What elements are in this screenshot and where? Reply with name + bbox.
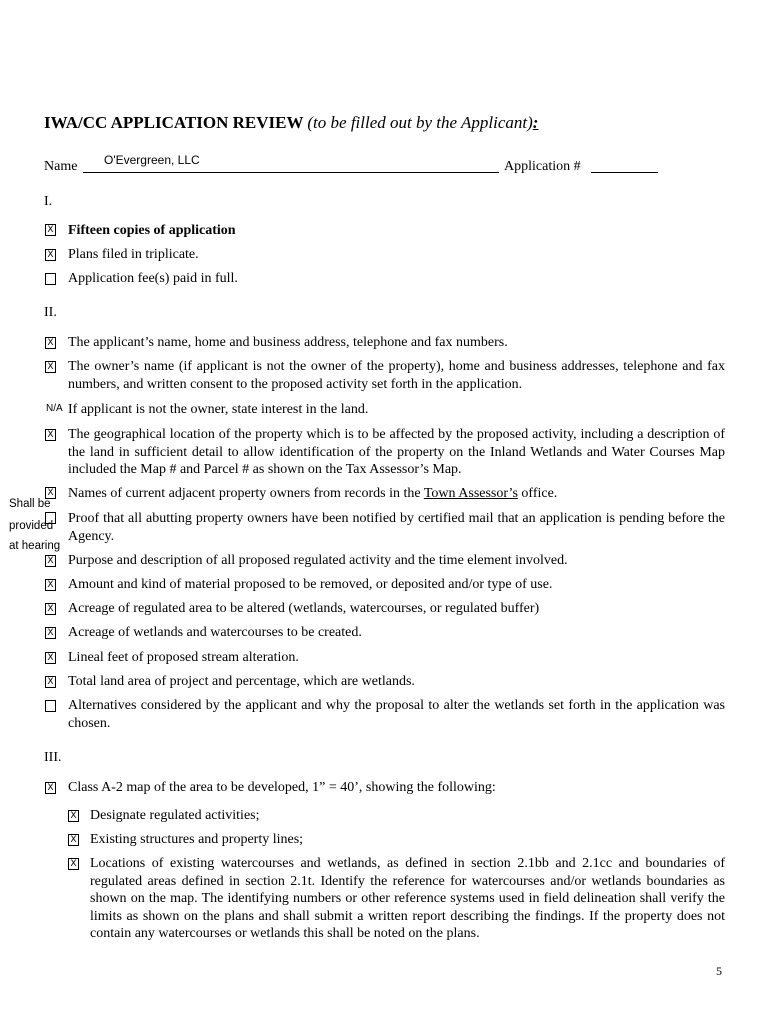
application-number-field[interactable] [591,172,658,173]
item-fifteen-copies: Fifteen copies of application [68,223,236,238]
title-main: IWA/CC APPLICATION REVIEW [44,113,304,132]
margin-note-line-2: provided [9,520,54,532]
item-material: Amount and kind of material proposed to be removed, or deposited and/or type of use. [68,577,553,592]
section-2-heading: II. [44,305,57,320]
title-colon: : [532,113,539,132]
item-class-a2-map: Class A-2 map of the area to be developed, 1” = 40’, showing the following: [68,780,496,795]
name-field-value[interactable]: O'Evergreen, LLC [104,153,200,167]
item-acreage-created: Acreage of wetlands and watercourses to be created. [68,625,362,640]
margin-note-line-1: Shall be [9,498,51,510]
checkbox-acreage-altered[interactable]: X [45,603,56,615]
margin-note-line-3: at hearing [9,540,61,552]
item-alternatives: Alternatives considered by the applicant and why the proposal to alter the wetlands set forth in the application was chosen. [68,698,725,731]
item-purpose: Purpose and description of all proposed regulated activity and the time element involved. [68,553,568,568]
item-application-fee: Application fee(s) paid in full. [68,271,238,286]
item-adjacent-owners: Names of current adjacent property owners from records in the Town Assessor’s office. [68,486,558,501]
item-total-land-area: Total land area of project and percentage, which are wetlands. [68,674,415,689]
item-plans-triplicate: Plans filed in triplicate. [68,247,199,262]
section-1-heading: I. [44,194,53,209]
checkbox-applicant-name[interactable]: X [45,337,56,349]
application-number-label: Application # [504,159,581,174]
item-applicant-name: The applicant’s name, home and business address, telephone and fax numbers. [68,335,508,350]
page-title [44,113,538,133]
checkbox-adjacent-owners[interactable]: X [45,487,56,499]
mark-not-applicable[interactable]: N/A [46,403,63,414]
checkbox-stream-alteration[interactable]: X [45,652,56,664]
item-geographical-location: The geographical location of the property which is to be affected by the proposed activity, including a description of the land in sufficient detail to allow identification of the property on the Inland Wetlands and Water Courses Map included the Map # and Parcel # as shown on the Tax Assessor’s Map. [68,427,725,477]
item-owner-name: The owner’s name (if applicant is not the owner of the property), home and business addresses, telephone and fax numbers, and written consent to the proposed activity set forth in the application. [68,359,725,392]
checkbox-owner-name[interactable]: X [45,361,56,373]
item-owner-interest: If applicant is not the owner, state interest in the land. [68,402,369,417]
item-abutting-notified: Proof that all abutting property owners have been notified by certified mail that an application is pending before the Agency. [68,511,725,544]
item-acreage-altered: Acreage of regulated area to be altered (wetlands, watercourses, or regulated buffer) [68,601,540,616]
checkbox-total-land-area[interactable]: X [45,676,56,688]
town-assessor-link: Town Assessor’s [423,486,518,501]
item-watercourse-locations: Locations of existing watercourses and wetlands, as defined in section 2.1bb and 2.1cc and boundaries of regulated areas defined in section 2.1t. Identify the reference for watercourses and/or wetlands boundaries as shown on the map. The identifying numbers or other reference systems used in field delineation shall verify the limits as shown on the plans and shall submit a written report describing the findings. If the property does not contain any watercourses or wetlands this shall be noted on the plans. [90,856,725,941]
section-3-heading: III. [44,750,62,765]
checkbox-fifteen-copies[interactable]: X [45,224,56,236]
checkbox-alternatives[interactable] [45,700,56,712]
checkbox-class-a2-map[interactable]: X [45,782,56,794]
page-number: 5 [716,964,722,978]
checkbox-watercourse-locations[interactable]: X [68,858,79,870]
name-label: Name [44,159,78,174]
checkbox-existing-structures[interactable]: X [68,834,79,846]
checkbox-material[interactable]: X [45,579,56,591]
checkbox-geographical-location[interactable]: X [45,429,56,441]
item-existing-structures: Existing structures and property lines; [90,832,304,847]
name-field-line[interactable] [83,172,499,173]
checkbox-plans-triplicate[interactable]: X [45,249,56,261]
checkbox-purpose[interactable]: X [45,555,56,567]
checkbox-regulated-activities[interactable]: X [68,810,79,822]
checkbox-acreage-created[interactable]: X [45,627,56,639]
item-stream-alteration: Lineal feet of proposed stream alteration. [68,650,299,665]
title-subtitle: (to be filled out by the Applicant) [307,113,533,132]
checkbox-application-fee[interactable] [45,273,56,285]
item-regulated-activities: Designate regulated activities; [90,808,260,823]
